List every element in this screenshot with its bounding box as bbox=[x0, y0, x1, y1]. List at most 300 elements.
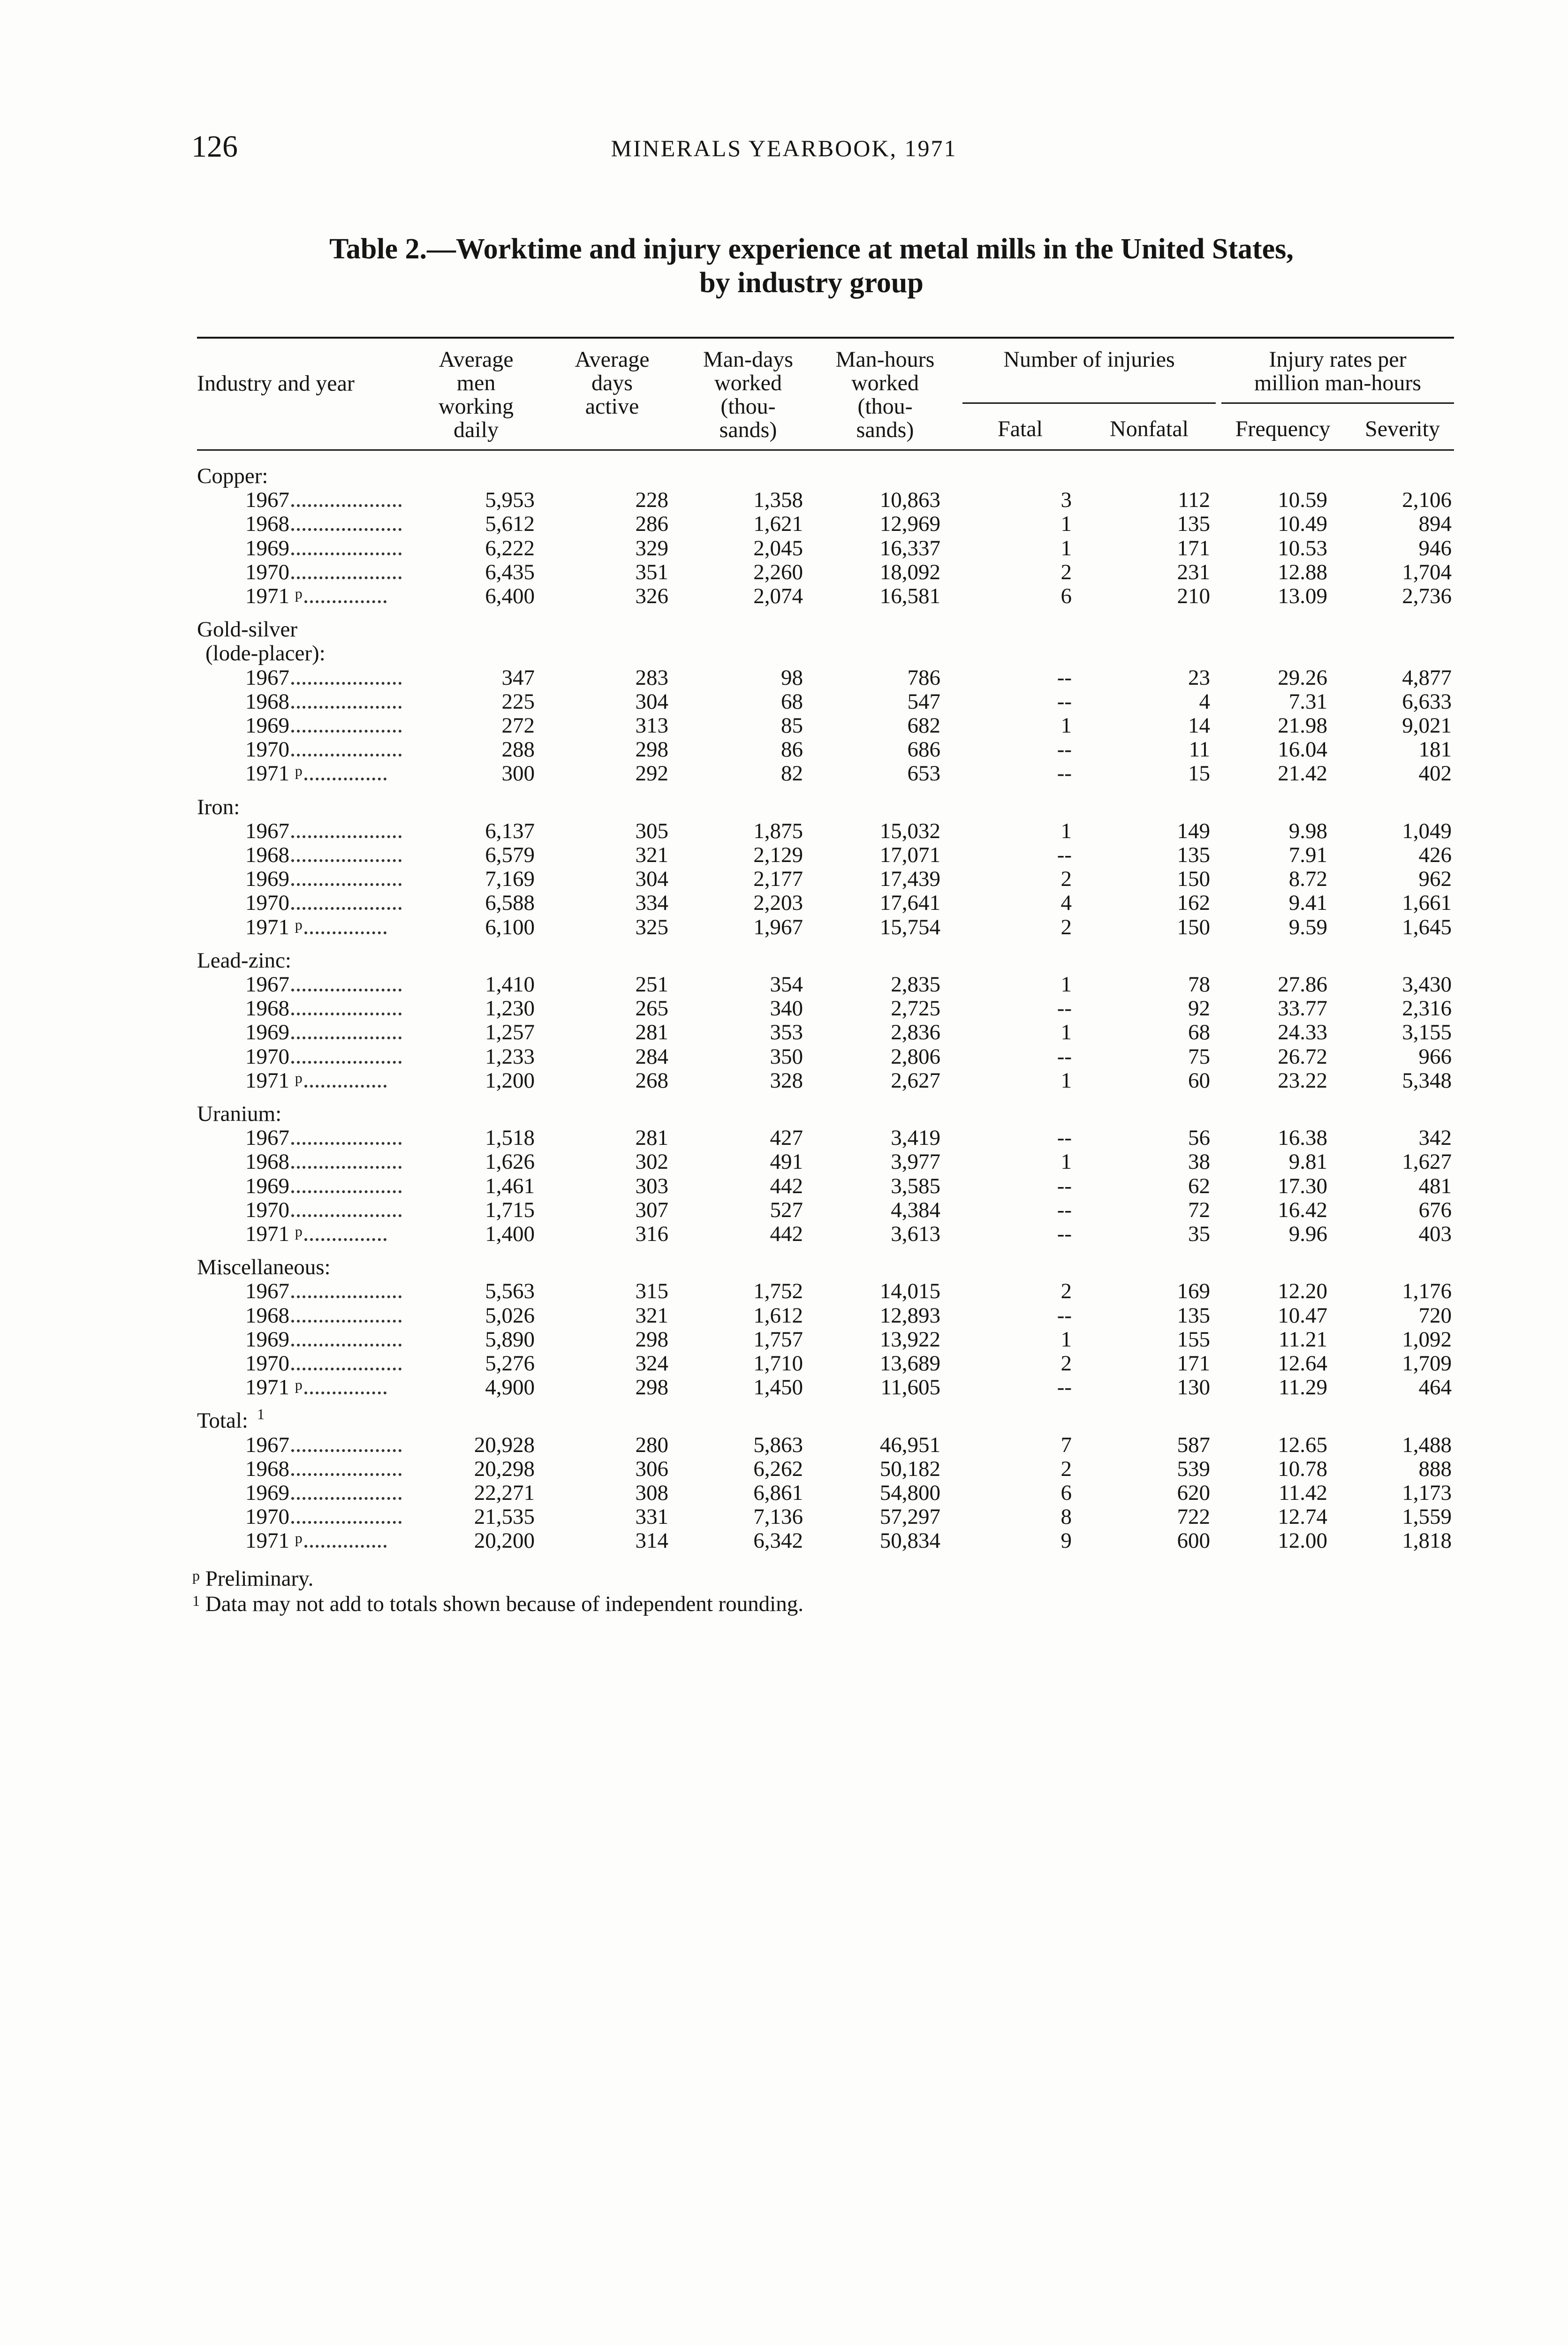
group-name: Total: bbox=[197, 1408, 248, 1433]
table-row bbox=[0, 1505, 1568, 1529]
cell-sev: 1,645 bbox=[1402, 915, 1452, 939]
table-row bbox=[0, 1481, 1568, 1505]
cell-days: 298 bbox=[635, 1327, 668, 1352]
table-row bbox=[0, 1433, 1568, 1457]
cell-days: 304 bbox=[635, 867, 668, 892]
cell-nonfatal: 68 bbox=[1188, 1020, 1210, 1045]
cell-sev: 1,559 bbox=[1402, 1505, 1452, 1529]
group-name: Uranium: bbox=[197, 1102, 282, 1126]
table-row bbox=[0, 1352, 1568, 1376]
cell-manhours: 2,627 bbox=[891, 1068, 940, 1093]
header-severity: Severity bbox=[1365, 416, 1440, 441]
cell-nonfatal: 38 bbox=[1188, 1150, 1210, 1174]
cell-mandays: 442 bbox=[770, 1173, 803, 1198]
year-label: 1970 bbox=[245, 891, 289, 915]
cell-days: 298 bbox=[635, 1375, 668, 1400]
cell-freq: 21.98 bbox=[1278, 713, 1327, 738]
injuries-group-rule bbox=[962, 402, 1216, 404]
dot-leader bbox=[291, 1444, 401, 1452]
table-title bbox=[197, 232, 1426, 300]
row-label bbox=[245, 512, 401, 536]
cell-freq: 9.98 bbox=[1288, 818, 1327, 843]
row-label bbox=[245, 997, 401, 1021]
year-label: 1969 bbox=[245, 1481, 289, 1505]
cell-freq: 23.22 bbox=[1278, 1068, 1327, 1093]
year-label: 1971 bbox=[245, 1222, 289, 1246]
dot-leader bbox=[304, 926, 386, 934]
row-label bbox=[245, 1174, 401, 1198]
cell-manhours: 18,092 bbox=[879, 560, 940, 584]
cell-nonfatal: 75 bbox=[1188, 1044, 1210, 1069]
cell-men: 5,612 bbox=[485, 512, 535, 537]
cell-sev: 1,627 bbox=[1402, 1150, 1452, 1174]
cell-days: 302 bbox=[635, 1150, 668, 1174]
row-label bbox=[245, 584, 386, 608]
cell-men: 4,900 bbox=[485, 1375, 535, 1400]
cell-fatal: 1 bbox=[1060, 972, 1072, 997]
row-label bbox=[245, 1021, 401, 1044]
header-injury-rates: Injury rates per million man-hours bbox=[1254, 347, 1421, 395]
cell-freq: 11.42 bbox=[1278, 1481, 1327, 1505]
dot-leader bbox=[304, 772, 386, 780]
cell-freq: 12.00 bbox=[1278, 1528, 1327, 1553]
cell-days: 281 bbox=[635, 1126, 668, 1150]
cell-sev: 1,709 bbox=[1402, 1351, 1452, 1376]
table-row bbox=[0, 843, 1568, 867]
cell-men: 22,271 bbox=[474, 1481, 535, 1505]
cell-freq: 33.77 bbox=[1278, 996, 1327, 1021]
cell-fatal: -- bbox=[1057, 1173, 1072, 1198]
row-label bbox=[245, 1433, 401, 1457]
cell-nonfatal: 155 bbox=[1177, 1327, 1210, 1352]
year-label: 1967 bbox=[245, 972, 289, 997]
cell-sev: 402 bbox=[1418, 761, 1452, 786]
cell-mandays: 427 bbox=[770, 1126, 803, 1150]
table-row bbox=[0, 891, 1568, 915]
row-label bbox=[245, 1198, 401, 1222]
row-label bbox=[245, 690, 401, 714]
cell-men: 1,200 bbox=[485, 1068, 535, 1093]
table-row bbox=[0, 915, 1568, 939]
dot-leader bbox=[291, 1338, 401, 1346]
cell-manhours: 13,922 bbox=[879, 1327, 940, 1352]
cell-nonfatal: 600 bbox=[1177, 1528, 1210, 1553]
group-header-row bbox=[0, 618, 1568, 642]
cell-nonfatal: 11 bbox=[1189, 737, 1210, 762]
cell-days: 268 bbox=[635, 1068, 668, 1093]
row-label bbox=[245, 1069, 386, 1093]
dot-leader bbox=[291, 571, 401, 579]
table-row bbox=[0, 1198, 1568, 1222]
year-label: 1968 bbox=[245, 1303, 289, 1328]
table-row bbox=[0, 1069, 1568, 1093]
cell-mandays: 2,177 bbox=[753, 867, 803, 892]
cell-fatal: 1 bbox=[1060, 1327, 1072, 1352]
header-bottom-rule bbox=[197, 449, 1454, 451]
table-row bbox=[0, 714, 1568, 738]
cell-sev: 2,106 bbox=[1402, 488, 1452, 513]
year-label: 1970 bbox=[245, 560, 289, 584]
year-label: 1971 bbox=[245, 584, 289, 608]
table-row bbox=[0, 1222, 1568, 1246]
cell-fatal: -- bbox=[1057, 665, 1072, 690]
cell-men: 6,100 bbox=[485, 915, 535, 939]
cell-freq: 16.42 bbox=[1278, 1197, 1327, 1222]
cell-men: 5,890 bbox=[485, 1327, 535, 1352]
year-label: 1967 bbox=[245, 1279, 289, 1304]
year-label: 1968 bbox=[245, 843, 289, 867]
cell-freq: 10.53 bbox=[1278, 536, 1327, 560]
year-label: 1967 bbox=[245, 818, 289, 843]
cell-days: 334 bbox=[635, 891, 668, 915]
cell-fatal: 2 bbox=[1060, 1279, 1072, 1304]
table-row bbox=[0, 560, 1568, 584]
cell-nonfatal: 150 bbox=[1177, 915, 1210, 939]
table-row bbox=[0, 584, 1568, 608]
cell-men: 5,563 bbox=[485, 1279, 535, 1304]
dot-leader bbox=[291, 700, 401, 709]
year-label: 1969 bbox=[245, 867, 289, 892]
cell-nonfatal: 539 bbox=[1177, 1456, 1210, 1481]
row-label bbox=[245, 738, 401, 762]
footnote-ref: 1 bbox=[257, 1406, 265, 1423]
cell-fatal: -- bbox=[1057, 761, 1072, 786]
year-label: 1971 bbox=[245, 761, 289, 786]
cell-mandays: 1,967 bbox=[753, 915, 803, 939]
cell-sev: 181 bbox=[1418, 737, 1452, 762]
cell-days: 351 bbox=[635, 560, 668, 584]
row-label bbox=[245, 762, 386, 786]
year-label: 1969 bbox=[245, 1173, 289, 1198]
cell-mandays: 1,450 bbox=[753, 1375, 803, 1400]
cell-manhours: 3,585 bbox=[891, 1173, 940, 1198]
cell-manhours: 653 bbox=[907, 761, 940, 786]
cell-men: 20,928 bbox=[474, 1432, 535, 1457]
cell-sev: 2,736 bbox=[1402, 584, 1452, 608]
dot-leader bbox=[304, 595, 386, 603]
cell-sev: 342 bbox=[1418, 1126, 1452, 1150]
cell-days: 251 bbox=[635, 972, 668, 997]
cell-nonfatal: 92 bbox=[1188, 996, 1210, 1021]
row-label bbox=[245, 714, 401, 738]
row-label bbox=[245, 915, 386, 939]
row-label bbox=[245, 537, 401, 560]
cell-nonfatal: 150 bbox=[1177, 867, 1210, 892]
cell-men: 1,518 bbox=[485, 1126, 535, 1150]
row-label bbox=[245, 867, 401, 891]
group-name-continued: (lode-placer): bbox=[205, 641, 326, 666]
year-label: 1968 bbox=[245, 1456, 289, 1481]
cell-freq: 26.72 bbox=[1278, 1044, 1327, 1069]
cell-manhours: 46,951 bbox=[879, 1432, 940, 1457]
cell-days: 321 bbox=[635, 843, 668, 867]
cell-fatal: 1 bbox=[1060, 1020, 1072, 1045]
cell-freq: 12.88 bbox=[1278, 560, 1327, 584]
cell-men: 6,222 bbox=[485, 536, 535, 560]
cell-freq: 11.21 bbox=[1278, 1327, 1327, 1352]
cell-mandays: 1,875 bbox=[753, 818, 803, 843]
cell-mandays: 350 bbox=[770, 1044, 803, 1069]
dot-leader bbox=[291, 830, 401, 838]
cell-freq: 9.41 bbox=[1288, 891, 1327, 915]
cell-manhours: 3,977 bbox=[891, 1150, 940, 1174]
cell-freq: 11.29 bbox=[1278, 1375, 1327, 1400]
year-label: 1970 bbox=[245, 1351, 289, 1376]
cell-days: 306 bbox=[635, 1456, 668, 1481]
group-name: Iron: bbox=[197, 794, 240, 819]
header-man-days: Man-days worked (thou- sands) bbox=[703, 347, 793, 442]
cell-days: 303 bbox=[635, 1173, 668, 1198]
cell-men: 1,410 bbox=[485, 972, 535, 997]
cell-sev: 403 bbox=[1418, 1222, 1452, 1246]
rates-group-rule bbox=[1221, 402, 1454, 404]
table-row bbox=[0, 1126, 1568, 1150]
cell-freq: 8.72 bbox=[1288, 867, 1327, 892]
cell-fatal: 1 bbox=[1060, 713, 1072, 738]
preliminary-mark: p bbox=[295, 915, 303, 933]
year-label: 1969 bbox=[245, 1327, 289, 1352]
cell-freq: 10.49 bbox=[1278, 512, 1327, 537]
cell-days: 316 bbox=[635, 1222, 668, 1246]
cell-mandays: 354 bbox=[770, 972, 803, 997]
dot-leader bbox=[291, 901, 401, 910]
cell-freq: 10.78 bbox=[1278, 1456, 1327, 1481]
row-label bbox=[245, 1352, 401, 1376]
row-label bbox=[245, 560, 401, 584]
dot-leader bbox=[291, 1055, 401, 1064]
cell-nonfatal: 171 bbox=[1177, 536, 1210, 560]
cell-nonfatal: 23 bbox=[1188, 665, 1210, 690]
row-label bbox=[245, 666, 401, 690]
cell-mandays: 1,621 bbox=[753, 512, 803, 537]
header-nonfatal: Nonfatal bbox=[1110, 416, 1189, 441]
cell-fatal: -- bbox=[1057, 843, 1072, 867]
table-row bbox=[0, 1376, 1568, 1399]
cell-nonfatal: 722 bbox=[1177, 1505, 1210, 1529]
cell-freq: 10.59 bbox=[1278, 488, 1327, 513]
cell-nonfatal: 171 bbox=[1177, 1351, 1210, 1376]
table-row bbox=[0, 973, 1568, 997]
cell-sev: 1,049 bbox=[1402, 818, 1452, 843]
cell-mandays: 98 bbox=[781, 665, 803, 690]
year-label: 1967 bbox=[245, 1126, 289, 1150]
cell-days: 321 bbox=[635, 1303, 668, 1328]
group-header-row bbox=[0, 949, 1568, 973]
table-row bbox=[0, 1279, 1568, 1303]
dot-leader bbox=[291, 1290, 401, 1298]
cell-manhours: 15,032 bbox=[879, 818, 940, 843]
row-label bbox=[245, 1126, 401, 1150]
cell-fatal: 1 bbox=[1060, 512, 1072, 537]
preliminary-mark: p bbox=[295, 1376, 303, 1393]
cell-men: 20,200 bbox=[474, 1528, 535, 1553]
cell-men: 1,230 bbox=[485, 996, 535, 1021]
group-name: Lead-zinc: bbox=[197, 948, 291, 973]
year-label: 1970 bbox=[245, 1505, 289, 1529]
cell-days: 325 bbox=[635, 915, 668, 939]
cell-days: 326 bbox=[635, 584, 668, 608]
cell-mandays: 6,342 bbox=[753, 1528, 803, 1553]
cell-fatal: 6 bbox=[1060, 1481, 1072, 1505]
cell-days: 280 bbox=[635, 1432, 668, 1457]
cell-sev: 6,633 bbox=[1402, 689, 1452, 714]
year-label: 1971 bbox=[245, 1068, 289, 1093]
group-header-row bbox=[0, 1256, 1568, 1279]
cell-mandays: 6,262 bbox=[753, 1456, 803, 1481]
table-row bbox=[0, 1150, 1568, 1174]
cell-days: 324 bbox=[635, 1351, 668, 1376]
cell-freq: 10.47 bbox=[1278, 1303, 1327, 1328]
table-row bbox=[0, 666, 1568, 690]
year-label: 1969 bbox=[245, 536, 289, 560]
row-label bbox=[245, 1222, 386, 1246]
cell-men: 1,233 bbox=[485, 1044, 535, 1069]
footnote-rounding: $^1$ Data may not add to totals shown because of independent rounding. bbox=[192, 1592, 803, 1616]
cell-fatal: 3 bbox=[1060, 488, 1072, 513]
cell-manhours: 15,754 bbox=[879, 915, 940, 939]
cell-freq: 27.86 bbox=[1278, 972, 1327, 997]
running-title: MINERALS YEARBOOK, 1971 bbox=[611, 135, 957, 161]
header-fatal: Fatal bbox=[998, 416, 1043, 441]
cell-mandays: 1,358 bbox=[753, 488, 803, 513]
header-average-men: Average men working daily bbox=[439, 347, 514, 442]
cell-freq: 9.59 bbox=[1288, 915, 1327, 939]
cell-freq: 12.64 bbox=[1278, 1351, 1327, 1376]
table-row bbox=[0, 537, 1568, 560]
cell-days: 283 bbox=[635, 665, 668, 690]
cell-manhours: 686 bbox=[907, 737, 940, 762]
cell-nonfatal: 210 bbox=[1177, 584, 1210, 608]
cell-mandays: 2,074 bbox=[753, 584, 803, 608]
cell-manhours: 14,015 bbox=[879, 1279, 940, 1304]
cell-sev: 962 bbox=[1418, 867, 1452, 892]
table-row bbox=[0, 1304, 1568, 1328]
dot-leader bbox=[291, 1314, 401, 1323]
cell-sev: 720 bbox=[1418, 1303, 1452, 1328]
footnote-preliminary: $^p$ Preliminary. bbox=[192, 1566, 314, 1591]
cell-mandays: 1,752 bbox=[753, 1279, 803, 1304]
dot-leader bbox=[291, 547, 401, 555]
table-row bbox=[0, 488, 1568, 512]
cell-nonfatal: 135 bbox=[1177, 1303, 1210, 1328]
table-row bbox=[0, 762, 1568, 786]
cell-manhours: 682 bbox=[907, 713, 940, 738]
cell-fatal: 7 bbox=[1060, 1432, 1072, 1457]
cell-sev: 894 bbox=[1418, 512, 1452, 537]
year-label: 1967 bbox=[245, 665, 289, 690]
cell-manhours: 13,689 bbox=[879, 1351, 940, 1376]
cell-mandays: 7,136 bbox=[753, 1505, 803, 1529]
cell-nonfatal: 135 bbox=[1177, 843, 1210, 867]
cell-manhours: 12,893 bbox=[879, 1303, 940, 1328]
cell-manhours: 2,836 bbox=[891, 1020, 940, 1045]
dot-leader bbox=[291, 983, 401, 991]
cell-manhours: 17,439 bbox=[879, 867, 940, 892]
cell-freq: 24.33 bbox=[1278, 1020, 1327, 1045]
year-label: 1970 bbox=[245, 737, 289, 762]
cell-mandays: 6,861 bbox=[753, 1481, 803, 1505]
year-label: 1971 bbox=[245, 915, 289, 939]
cell-manhours: 16,581 bbox=[879, 584, 940, 608]
cell-freq: 12.20 bbox=[1278, 1279, 1327, 1304]
cell-mandays: 82 bbox=[781, 761, 803, 786]
cell-mandays: 1,710 bbox=[753, 1351, 803, 1376]
year-label: 1968 bbox=[245, 689, 289, 714]
cell-mandays: 2,129 bbox=[753, 843, 803, 867]
cell-nonfatal: 60 bbox=[1188, 1068, 1210, 1093]
dot-leader bbox=[304, 1233, 386, 1241]
year-label: 1970 bbox=[245, 1197, 289, 1222]
cell-days: 265 bbox=[635, 996, 668, 1021]
cell-nonfatal: 169 bbox=[1177, 1279, 1210, 1304]
row-label bbox=[245, 1529, 386, 1553]
cell-mandays: 491 bbox=[770, 1150, 803, 1174]
cell-fatal: -- bbox=[1057, 1044, 1072, 1069]
cell-nonfatal: 35 bbox=[1188, 1222, 1210, 1246]
cell-fatal: 1 bbox=[1060, 1068, 1072, 1093]
cell-sev: 9,021 bbox=[1402, 713, 1452, 738]
cell-sev: 1,488 bbox=[1402, 1432, 1452, 1457]
cell-fatal: 6 bbox=[1060, 584, 1072, 608]
table-row bbox=[0, 512, 1568, 536]
header-industry: Industry and year bbox=[197, 371, 355, 396]
cell-days: 315 bbox=[635, 1279, 668, 1304]
cell-nonfatal: 620 bbox=[1177, 1481, 1210, 1505]
cell-men: 1,400 bbox=[485, 1222, 535, 1246]
cell-men: 1,715 bbox=[485, 1197, 535, 1222]
cell-men: 347 bbox=[501, 665, 535, 690]
cell-freq: 21.42 bbox=[1278, 761, 1327, 786]
table-title-line-2: by industry group bbox=[699, 267, 924, 299]
table-row bbox=[0, 997, 1568, 1021]
table-row bbox=[0, 819, 1568, 843]
row-label bbox=[245, 1481, 401, 1505]
year-label: 1968 bbox=[245, 1150, 289, 1174]
cell-men: 1,461 bbox=[485, 1173, 535, 1198]
row-label bbox=[245, 819, 401, 843]
cell-nonfatal: 130 bbox=[1177, 1375, 1210, 1400]
group-name: Miscellaneous: bbox=[197, 1255, 331, 1280]
cell-manhours: 17,071 bbox=[879, 843, 940, 867]
cell-mandays: 340 bbox=[770, 996, 803, 1021]
row-label bbox=[245, 488, 401, 512]
cell-days: 281 bbox=[635, 1020, 668, 1045]
cell-sev: 1,092 bbox=[1402, 1327, 1452, 1352]
cell-fatal: -- bbox=[1057, 737, 1072, 762]
cell-men: 6,588 bbox=[485, 891, 535, 915]
cell-fatal: 9 bbox=[1060, 1528, 1072, 1553]
cell-days: 307 bbox=[635, 1197, 668, 1222]
cell-sev: 1,661 bbox=[1402, 891, 1452, 915]
dot-leader bbox=[291, 1468, 401, 1476]
cell-men: 272 bbox=[501, 713, 535, 738]
year-label: 1967 bbox=[245, 488, 289, 513]
dot-leader bbox=[291, 1209, 401, 1217]
group-name: Gold-silver bbox=[197, 617, 298, 642]
year-label: 1970 bbox=[245, 1044, 289, 1069]
cell-manhours: 3,419 bbox=[891, 1126, 940, 1150]
cell-men: 1,257 bbox=[485, 1020, 535, 1045]
row-label bbox=[245, 1304, 401, 1328]
cell-sev: 481 bbox=[1418, 1173, 1452, 1198]
cell-mandays: 328 bbox=[770, 1068, 803, 1093]
row-label bbox=[245, 891, 401, 915]
cell-nonfatal: 72 bbox=[1188, 1197, 1210, 1222]
dot-leader bbox=[291, 1160, 401, 1169]
group-name: Copper: bbox=[197, 464, 268, 488]
year-label: 1969 bbox=[245, 713, 289, 738]
table-title-line-1: Table 2.—Worktime and injury experience at metal mills in the United States, bbox=[329, 233, 1294, 265]
